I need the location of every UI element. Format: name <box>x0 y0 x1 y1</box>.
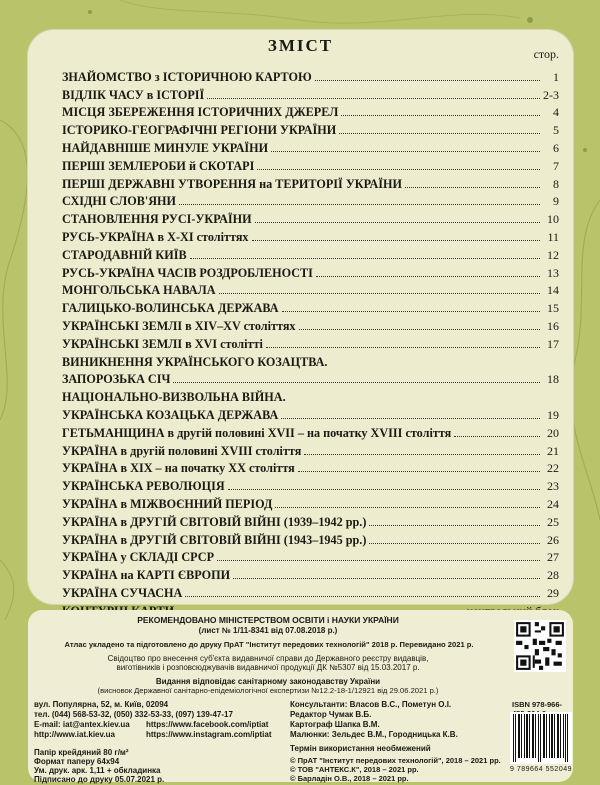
toc-entry-page: 5 <box>553 123 559 138</box>
toc-entry-title: РУСЬ-УКРАЇНА в X-XI століттях <box>62 229 249 244</box>
toc-entry[interactable] <box>62 583 559 601</box>
imprint-footer <box>28 610 573 782</box>
toc-entry-title: СТАРОДАВНІЙ КИЇВ <box>62 247 187 262</box>
toc-entry-title: УКРАЇНА у СКЛАДІ СРСР <box>62 550 215 565</box>
toc-leader-dots <box>255 222 540 223</box>
toc-entry-page: 2-3 <box>543 87 559 102</box>
editor: Редактор Чумак В.Б. <box>290 710 372 719</box>
signed-info: Підписано до друку 05.07.2021 р. <box>34 775 165 784</box>
toc-leader-dots <box>271 151 540 152</box>
toc-entry[interactable] <box>62 459 559 477</box>
toc-entry-page: 7 <box>553 158 559 173</box>
sanitary-line-1: Видання відповідає санітарному законодавству України <box>155 677 381 686</box>
toc-leader-dots <box>233 578 540 579</box>
toc-entry-page: 12 <box>547 247 559 262</box>
toc-entry[interactable] <box>62 548 559 566</box>
toc-entry-page: 13 <box>547 265 559 280</box>
toc-entry-page: 15 <box>547 301 559 316</box>
sanitary-line-2: (висновок Державної санітарно-епідеміологічної експертизи №12.2-18-1/12921 від 29.06.2021 р.) <box>97 686 439 695</box>
toc-entry-title: УКРАЇНА в другій половині XVIII століття <box>62 443 302 458</box>
toc-leader-dots <box>266 347 540 348</box>
toc-entry-title: УКРАЇНА на КАРТІ ЄВРОПИ <box>62 568 231 583</box>
qr-code-icon[interactable] <box>514 620 566 672</box>
toc-entry-page: 23 <box>547 479 559 494</box>
toc-entry-title: СХІДНІ СЛОВ'ЯНИ <box>62 194 177 209</box>
publisher-email[interactable]: E-mail: iat@antex.kiev.ua <box>34 720 130 729</box>
toc-entry[interactable] <box>62 281 559 299</box>
toc-entry[interactable] <box>62 530 559 548</box>
toc-leader-dots <box>228 489 540 490</box>
toc-leader-dots <box>405 187 540 188</box>
toc-entry[interactable] <box>62 494 559 512</box>
illustrators: Малюнки: Зельдес В.М., Городницька К.В. <box>290 730 458 739</box>
toc-leader-dots <box>275 507 540 508</box>
toc-entry-title: ПЕРШІ ЗЕМЛЕРОБИ й СКОТАРІ <box>62 158 255 173</box>
toc-leader-dots <box>299 329 540 330</box>
toc-entry[interactable] <box>62 334 559 352</box>
toc-leader-dots <box>252 240 540 241</box>
toc-leader-dots <box>179 204 540 205</box>
copyright-line-3: © Барладін О.В., 2018 – 2021 рр. <box>290 774 409 783</box>
toc-entry-title: ІСТОРИКО-ГЕОГРАФІЧНІ РЕГІОНИ УКРАЇНИ <box>62 123 337 138</box>
toc-entry-page: 9 <box>553 194 559 209</box>
toc-entry-title: УКРАЇНА в ДРУГІЙ СВІТОВІЙ ВІЙНІ (1939–1942 рр.) <box>62 514 367 529</box>
toc-entry[interactable] <box>62 476 559 494</box>
publisher-instagram[interactable]: https://www.instagram.com/iptiat <box>146 730 272 739</box>
toc-entry-title: СТАНОВЛЕННЯ РУСІ-УКРАЇНИ <box>62 212 252 227</box>
toc-entry[interactable] <box>62 174 559 192</box>
table-of-contents-panel <box>28 30 573 604</box>
toc-entry-page: 22 <box>547 461 559 476</box>
toc-entry-title: УКРАЇНСЬКІ ЗЕМЛІ в XVI столітті <box>62 336 263 351</box>
toc-entry-title: УКРАЇНСЬКІ ЗЕМЛІ в XIV–XV століттях <box>62 318 296 333</box>
toc-entry-title: НАЦІОНАЛЬНО-ВИЗВОЛЬНА ВІЙНА. <box>62 390 286 405</box>
toc-entry[interactable] <box>62 227 559 245</box>
toc-leader-dots <box>185 596 540 597</box>
paper-info: Папір крейдяний 80 г/м² <box>34 748 129 757</box>
certificate-line-2: виготівників і розповсюджувачів видавничої продукції ДК №5307 від 15.03.2017 р. <box>116 663 420 672</box>
publisher-phone: тел. (044) 568-53-32, (050) 332-53-33, (097) 139-47-17 <box>34 710 233 719</box>
toc-entry[interactable] <box>62 370 559 388</box>
toc-entry-title: МОНГОЛЬСЬКА НАВАЛА <box>62 283 216 298</box>
isbn-label: ISBN 978-966- <box>512 700 563 709</box>
toc-entry[interactable] <box>62 209 559 227</box>
toc-entry[interactable] <box>62 387 559 405</box>
toc-entry[interactable] <box>62 565 559 583</box>
toc-leader-dots <box>219 293 541 294</box>
toc-entry-title: УКРАЇНА в МІЖВОЄННИЙ ПЕРІОД <box>62 496 273 511</box>
toc-entry[interactable] <box>62 316 559 334</box>
toc-leader-dots <box>298 471 540 472</box>
toc-entry-title: УКРАЇНА в XIX – на початку XX століття <box>62 461 295 476</box>
toc-entry[interactable] <box>62 352 559 370</box>
toc-leader-dots <box>369 543 540 544</box>
certificate-line-1: Свідоцтво про внесення суб'єкта видавничої справи до Державного реєстру видавців, <box>107 654 429 663</box>
barcode-icon <box>510 712 572 764</box>
toc-entry-title: ВІДЛІК ЧАСУ в ІСТОРІЇ <box>62 87 205 102</box>
toc-leader-dots <box>339 133 540 134</box>
toc-entry-page: 1 <box>553 69 559 84</box>
toc-page-label: стор. <box>533 47 559 61</box>
toc-leader-dots <box>257 169 540 170</box>
toc-entry[interactable] <box>62 298 559 316</box>
sheets-info: Ум. друк. арк. 1,11 + обкладинка <box>34 766 161 775</box>
toc-leader-dots <box>315 80 540 81</box>
toc-entry-page: 19 <box>547 407 559 422</box>
publisher-facebook[interactable]: https://www.facebook.com/iptiat <box>146 720 269 729</box>
toc-leader-dots <box>190 258 540 259</box>
toc-entry-title: УКРАЇНА в ДРУГІЙ СВІТОВІЙ ВІЙНІ (1943–1945 рр.) <box>62 532 367 547</box>
toc-entry-page: 28 <box>547 568 559 583</box>
toc-entry-title: УКРАЇНСЬКА РЕВОЛЮЦІЯ <box>62 479 225 494</box>
toc-leader-dots <box>282 311 540 312</box>
toc-entry[interactable] <box>62 120 559 138</box>
toc-entry-page: 29 <box>547 585 559 600</box>
toc-entry-title: ВИНИКНЕННЯ УКРАЇНСЬКОГО КОЗАЦТВА. <box>62 354 328 369</box>
toc-entry-page: 4 <box>553 105 559 120</box>
toc-entry[interactable] <box>62 67 559 85</box>
toc-entry-page: 24 <box>547 496 559 511</box>
toc-entry-page: 26 <box>547 532 559 547</box>
toc-entry-title: ПЕРШІ ДЕРЖАВНІ УТВОРЕННЯ на ТЕРИТОРІЇ УКРАЇНИ <box>62 176 403 191</box>
toc-leader-dots <box>217 560 540 561</box>
toc-entry-page: 11 <box>547 229 559 244</box>
toc-entry[interactable] <box>62 85 559 103</box>
atlas-note: Атлас укладено та підготовлено до друку ПрАТ "Інститут передових технологій" 2018 р. Перевидано 2021 р. <box>64 640 474 649</box>
toc-entry[interactable] <box>62 156 559 174</box>
recommended-line-1: РЕКОМЕНДОВАНО МІНІСТЕРСТВОМ ОСВІТИ і НАУКИ УКРАЇНИ <box>137 615 399 625</box>
toc-entry-title: ГЕТЬМАНЩИНА в другій половині XVII – на початку XVIII століття <box>62 425 452 440</box>
toc-list <box>62 67 559 619</box>
toc-entry-page: 18 <box>547 372 559 387</box>
toc-entry-title: ЗАПОРОЗЬКА СІЧ <box>62 372 171 387</box>
toc-entry-title: ЗНАЙОМСТВО з ІСТОРИЧНОЮ КАРТОЮ <box>62 69 312 84</box>
toc-entry[interactable] <box>62 441 559 459</box>
toc-entry[interactable] <box>62 103 559 121</box>
toc-entry-page: 16 <box>547 318 559 333</box>
toc-leader-dots <box>173 382 540 383</box>
toc-entry[interactable] <box>62 192 559 210</box>
format-info: Формат паперу 64х94 <box>34 757 120 766</box>
toc-entry[interactable] <box>62 405 559 423</box>
cartographer: Картограф Шапка В.М. <box>290 720 380 729</box>
toc-entry-page: 27 <box>547 550 559 565</box>
copyright-line-2: © ТОВ "АНТЕКС.К", 2018 – 2021 рр. <box>290 765 419 774</box>
toc-entry[interactable] <box>62 263 559 281</box>
toc-title: ЗМІСТ <box>267 36 334 55</box>
toc-entry-title: РУСЬ-УКРАЇНА ЧАСІВ РОЗДРОБЛЕНОСТІ <box>62 265 313 280</box>
toc-entry-page: 21 <box>547 443 559 458</box>
toc-entry[interactable] <box>62 512 559 530</box>
toc-entry-page: 17 <box>547 336 559 351</box>
toc-entry[interactable] <box>62 138 559 156</box>
toc-leader-dots <box>341 115 540 116</box>
toc-entry-page: 20 <box>547 425 559 440</box>
toc-entry-title: ГАЛИЦЬКО-ВОЛИНСЬКА ДЕРЖАВА <box>62 301 279 316</box>
usage-term: Термін використання необмежений <box>290 744 431 753</box>
toc-entry-page: 25 <box>547 514 559 529</box>
publisher-website[interactable]: http://www.iat.kiev.ua <box>34 730 115 739</box>
barcode-number: 9 789664 552049 <box>510 766 572 773</box>
toc-entry-title: УКРАЇНСЬКА КОЗАЦЬКА ДЕРЖАВА <box>62 407 279 422</box>
toc-leader-dots <box>454 436 540 437</box>
toc-leader-dots <box>369 525 540 526</box>
toc-entry-page: 10 <box>547 212 559 227</box>
toc-entry-page: 6 <box>553 140 559 155</box>
consultants: Консультанти: Власов В.С., Пометун О.І. <box>290 700 452 709</box>
publisher-address: вул. Популярна, 52, м. Київ, 02094 <box>34 700 169 709</box>
toc-entry-page: 8 <box>553 176 559 191</box>
toc-entry-title: УКРАЇНА СУЧАСНА <box>62 585 183 600</box>
toc-entry-page: 14 <box>547 283 559 298</box>
toc-leader-dots <box>304 454 540 455</box>
toc-entry[interactable] <box>62 245 559 263</box>
toc-leader-dots <box>207 98 540 99</box>
toc-entry-title: НАЙДАВНІШЕ МИНУЛЕ УКРАЇНИ <box>62 140 269 155</box>
toc-entry-title: МІСЦЯ ЗБЕРЕЖЕННЯ ІСТОРИЧНИХ ДЖЕРЕЛ <box>62 105 339 120</box>
toc-leader-dots <box>316 276 540 277</box>
copyright-line-1: © ПрАТ "Інститут передових технологій", 2018 – 2021 рр. <box>290 756 501 765</box>
recommended-line-2: (лист № 1/11-8341 від 07.08.2018 р.) <box>198 626 338 635</box>
toc-leader-dots <box>281 418 540 419</box>
toc-entry[interactable] <box>62 423 559 441</box>
